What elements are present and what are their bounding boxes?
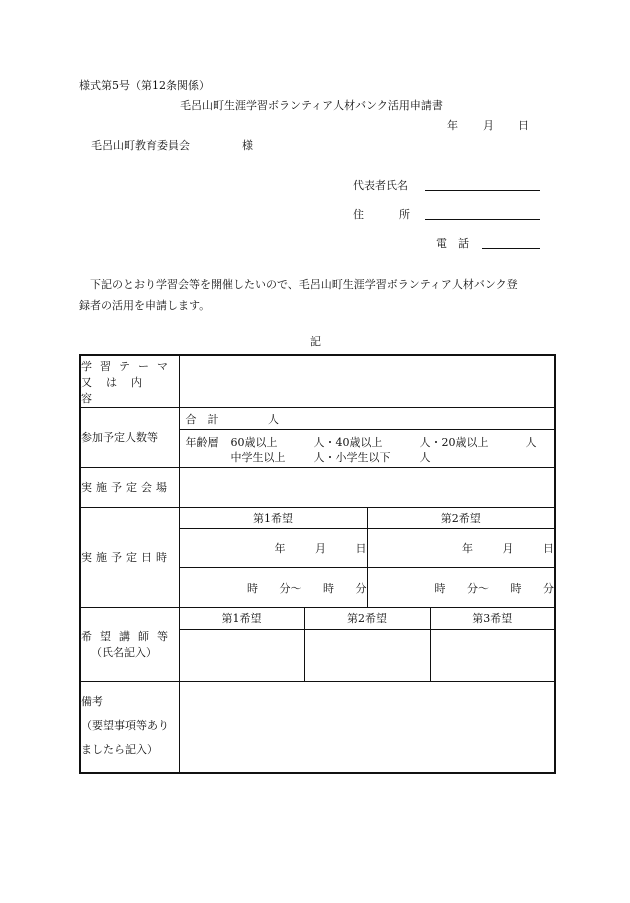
instructor-choice-1-input[interactable] [179,630,304,681]
venue-input[interactable] [179,467,555,507]
elementary-label: 人・小学生以下 [313,451,391,465]
total-participants-cell[interactable] [179,408,555,430]
remarks-input[interactable] [179,681,555,773]
phone-label-1: 電 [436,237,447,250]
date-choice-2-time[interactable] [367,568,555,607]
date-choice-1-header: 第1希望 [179,507,367,528]
age-group-cell[interactable] [179,430,555,467]
address-field[interactable] [425,219,540,220]
remarks-note-2: ましたら記入） [81,742,158,756]
age-20-label: 人・20歳以上 [419,436,489,450]
phone-label-2: 話 [458,237,469,250]
application-table [79,354,556,774]
total-person-unit: 人 [268,412,279,426]
body-line-2: 録者の活用を申請します。 [79,299,211,312]
recipient: 毛呂山町教育委員会 [91,139,190,152]
time-2-minute-from: 分～ [467,581,489,595]
form-title: 毛呂山町生涯学習ボランティア人材バンク活用申請書 [180,99,443,112]
address-label-1: 住 [353,208,364,221]
instructor-label-cell [80,607,179,681]
age-60-label: 60歳以上 [230,436,278,450]
instructor-note: （氏名記入） [91,646,157,660]
date-choice-2-header: 第2希望 [367,507,555,528]
representative-name-field[interactable] [425,190,540,191]
time-2-hour: 時 [434,581,446,595]
theme-input[interactable] [179,355,555,408]
junior-high-label: 中学生以上 [230,451,286,465]
form-number: 様式第5号（第12条関係） [79,79,210,92]
age-40-label: 人・40歳以上 [313,436,383,450]
date-choice-1-time[interactable] [179,568,367,607]
date-choice-1-date[interactable] [179,529,367,568]
time-2-hour-to: 時 [510,581,522,595]
date-1-year: 年 [274,542,286,556]
date-label: 実施予定日時 [80,507,179,607]
instructor-choice-3-input[interactable] [430,630,555,681]
theme-label-line-1: 学習テーマ [81,359,176,373]
instructor-choice-1-header: 第1希望 [179,607,304,629]
theme-label-cell [80,355,179,408]
date-2-day: 日 [543,542,554,556]
time-1-hour-to: 時 [323,581,334,595]
ki-heading: 記 [310,335,321,348]
remarks-label: 備考 [81,694,103,708]
date-month-label: 月 [483,119,494,132]
total-label: 合 計 [185,412,219,426]
instructor-choice-3-header: 第3希望 [430,607,555,629]
age-group-label: 年齢層 [185,436,219,450]
theme-label-line-2: 又は内容 [81,375,156,405]
remarks-label-cell [80,681,179,773]
date-2-month: 月 [502,542,514,556]
date-1-day: 日 [355,542,367,556]
recipient-honorific: 様 [242,139,253,152]
date-year-label: 年 [447,119,458,132]
instructor-choice-2-input[interactable] [304,630,430,681]
elementary-person-unit: 人 [419,451,431,465]
time-1-minute-to: 分 [355,581,367,595]
time-2-minute-to: 分 [543,581,554,595]
date-2-year: 年 [462,542,473,556]
age-20-person-unit: 人 [525,436,537,450]
body-line-1: 下記のとおり学習会等を開催したいので、毛呂山町生涯学習ボランティア人材バンク登 [90,278,518,291]
instructor-label: 希望講師等 [81,630,176,644]
date-choice-2-date[interactable] [367,529,555,568]
date-day-label: 日 [518,119,529,132]
participants-label: 参加予定人数等 [80,408,179,468]
instructor-choice-2-header: 第2希望 [304,607,430,629]
address-label-2: 所 [399,208,410,221]
representative-name-label: 代表者氏名 [353,179,408,192]
date-1-month: 月 [315,542,326,556]
phone-field[interactable] [482,248,540,249]
venue-label: 実施予定会場 [80,467,179,507]
time-1-minute-from: 分～ [279,581,302,595]
remarks-note-1: （要望事項等あり [81,718,169,732]
time-1-hour: 時 [247,581,258,595]
